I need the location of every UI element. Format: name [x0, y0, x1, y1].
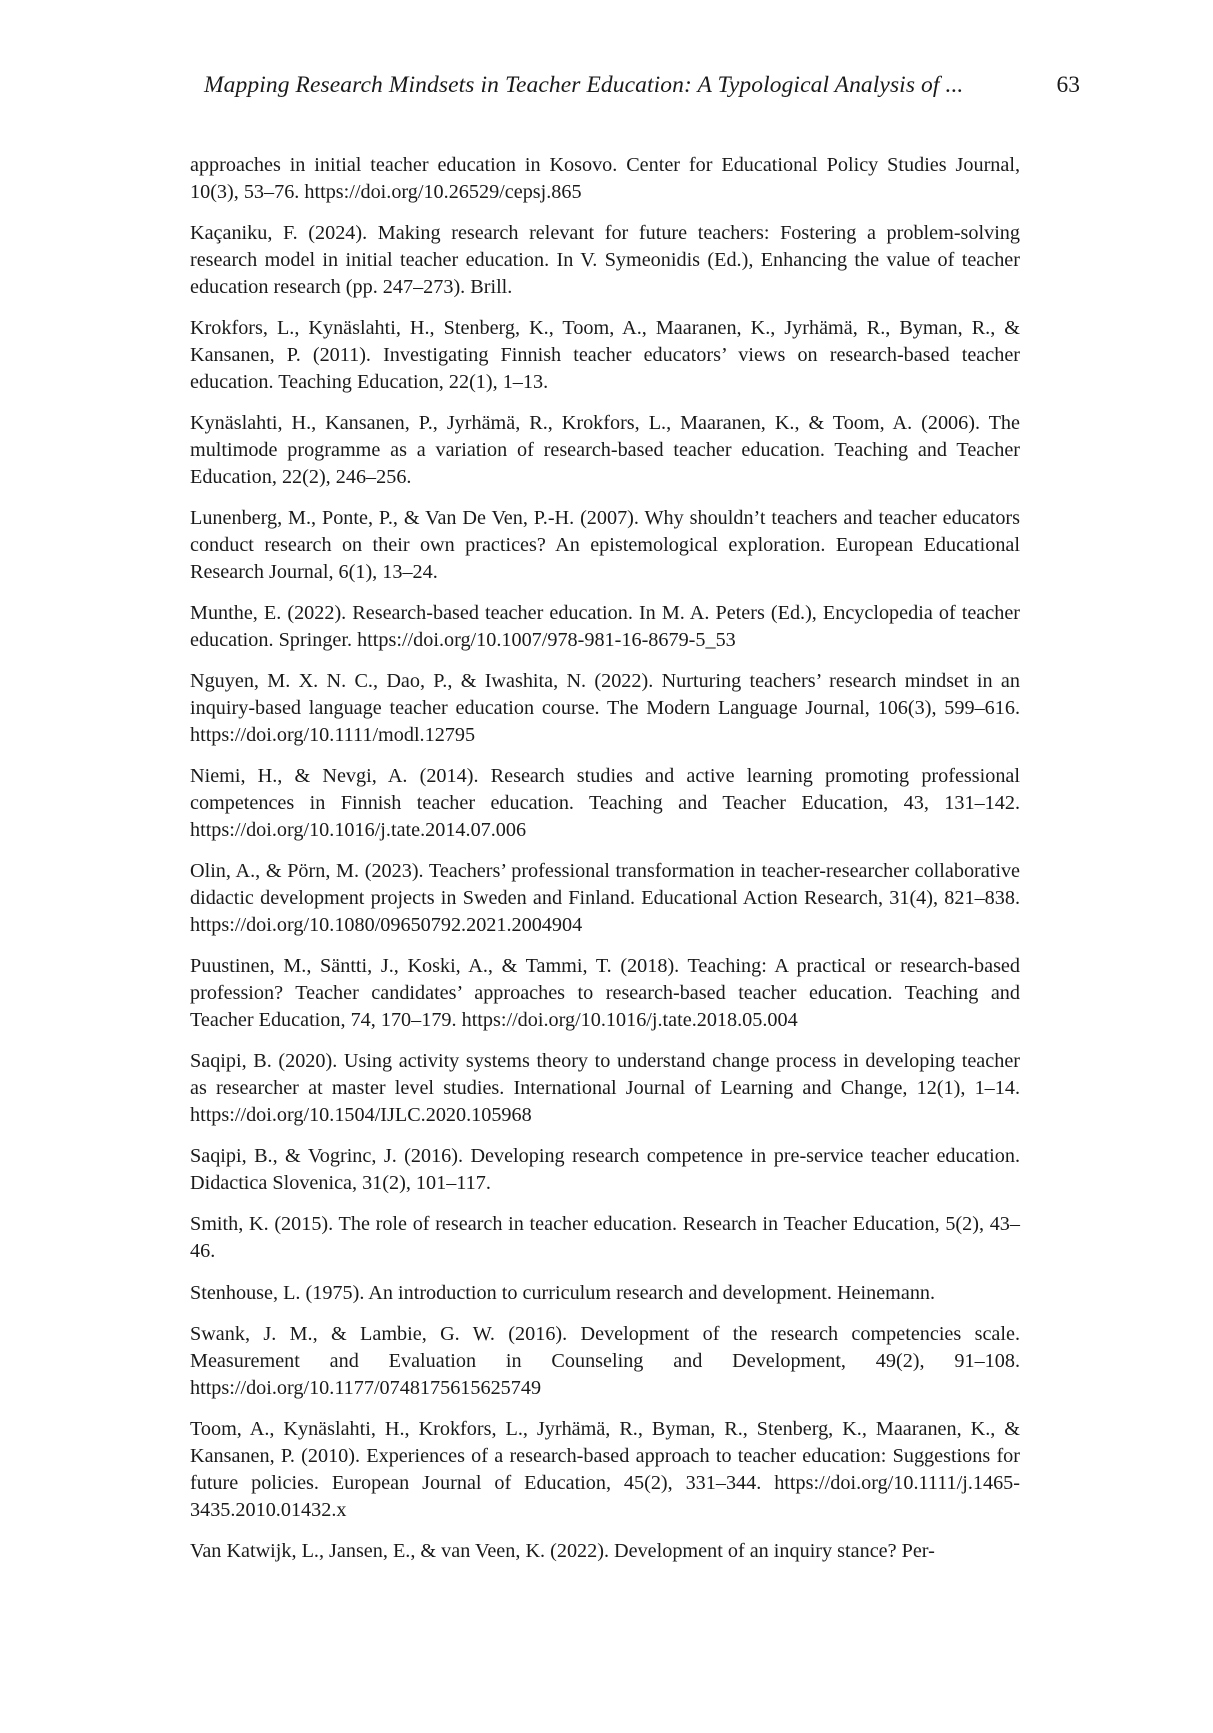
reference-entry: Saqipi, B., & Vogrinc, J. (2016). Developing research competence in pre-service teacher education. Didactica Slovenica, 31(2), 101–117.: [190, 1145, 1020, 1195]
reference-entry: Munthe, E. (2022). Research-based teacher education. In M. A. Peters (Ed.), Encyclopedia of teacher education. Springer. https://doi.org/10.1007/978-981-16-8679-5_53: [190, 602, 1020, 652]
reference-entry: Niemi, H., & Nevgi, A. (2014). Research studies and active learning promoting professional competences in Finnish teacher education. Teaching and Teacher Education, 43, 131–142. https://doi.org/10.1016/j.tate.2014.07.006: [190, 765, 1020, 842]
reference-entry: Krokfors, L., Kynäslahti, H., Stenberg, K., Toom, A., Maaranen, K., Jyrhämä, R., Byman, R., & Kansanen, P. (2011). Investigating Finnish teacher educators’ views on research-based teacher education. Teaching Education, 22(1), 1–13.: [190, 317, 1020, 393]
reference-entry: Van Katwijk, L., Jansen, E., & van Veen, K. (2022). Development of an inquiry stance? Per-: [190, 1539, 935, 1562]
reference-list: [190, 152, 1020, 1579]
reference-entry: approaches in initial teacher education in Kosovo. Center for Educational Policy Studies Journal, 10(3), 53–76. https://doi.org/10.26529/cepsj.865: [190, 154, 1020, 203]
reference-entry: Stenhouse, L. (1975). An introduction to curriculum research and development. Heinemann.: [190, 1281, 936, 1304]
reference-entry: Swank, J. M., & Lambie, G. W. (2016). Development of the research competencies scale. Measurement and Evaluation in Counseling and Development, 49(2), 91–108. https://doi.org/10.1177/0748175615625749: [190, 1322, 1020, 1399]
reference-entry: Kynäslahti, H., Kansanen, P., Jyrhämä, R., Krokfors, L., Maaranen, K., & Toom, A. (2006). The multimode programme as a variation of research-based teacher education. Teaching and Teacher Education, 22(2), 246–256.: [190, 412, 1020, 488]
reference-entry: Smith, K. (2015). The role of research in teacher education. Research in Teacher Education, 5(2), 43–46.: [190, 1213, 1020, 1263]
reference-entry: Toom, A., Kynäslahti, H., Krokfors, L., Jyrhämä, R., Byman, R., Stenberg, K., Maaranen, K., & Kansanen, P. (2010). Experiences of a research-based approach to teacher education: Suggestions for future policies. European Journal of Education, 45(2), 331–344. https://doi.org/10.1111/j.1465-3435.2010.01432.x: [190, 1417, 1020, 1521]
reference-entry: Olin, A., & Pörn, M. (2023). Teachers’ professional transformation in teacher-researcher collaborative didactic development projects in Sweden and Finland. Educational Action Research, 31(4), 821–838. https://doi.org/10.1080/09650792.2021.2004904: [190, 860, 1020, 937]
running-header-title: Mapping Research Mindsets in Teacher Education: A Typological Analysis of ...: [204, 72, 964, 98]
reference-entry: Kaçaniku, F. (2024). Making research relevant for future teachers: Fostering a problem-solving research model in initial teacher education. In V. Symeonidis (Ed.), Enhancing the value of teacher education research (pp. 247–273). Brill.: [190, 222, 1020, 298]
running-header: [190, 72, 1080, 106]
reference-entry: Puustinen, M., Säntti, J., Koski, A., & Tammi, T. (2018). Teaching: A practical or research-based profession? Teacher candidates’ approaches to research-based teacher education. Teaching and Teacher Education, 74, 170–179. https://doi.org/10.1016/j.tate.2018.05.004: [190, 955, 1020, 1032]
reference-entry: Saqipi, B. (2020). Using activity systems theory to understand change process in developing teacher as researcher at master level studies. International Journal of Learning and Change, 12(1), 1–14. https://doi.org/10.1504/IJLC.2020.105968: [190, 1050, 1020, 1127]
reference-entry: Nguyen, M. X. N. C., Dao, P., & Iwashita, N. (2022). Nurturing teachers’ research mindset in an inquiry-based language teacher education course. The Modern Language Journal, 106(3), 599–616. https://doi.org/10.1111/modl.12795: [190, 670, 1020, 747]
reference-entry: Lunenberg, M., Ponte, P., & Van De Ven, P.-H. (2007). Why shouldn’t teachers and teacher educators conduct research on their own practices? An epistemological exploration. European Educational Research Journal, 6(1), 13–24.: [190, 507, 1020, 583]
page-number: 63: [1056, 72, 1080, 98]
